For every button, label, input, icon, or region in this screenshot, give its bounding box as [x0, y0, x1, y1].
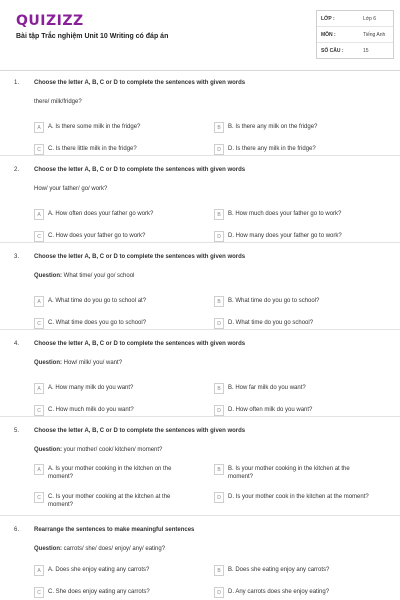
- answer-option-text: B. What time do you go to school?: [228, 298, 320, 304]
- answer-letter-box[interactable]: B: [214, 209, 224, 220]
- worksheet-meta-table: [316, 10, 394, 59]
- question-divider: [0, 242, 400, 243]
- answer-option-b[interactable]: [214, 383, 374, 394]
- question-stem: [34, 273, 134, 279]
- answer-option-a[interactable]: [34, 565, 194, 576]
- answer-option-c[interactable]: [34, 144, 194, 155]
- answer-option-d[interactable]: [214, 492, 374, 503]
- question-instruction: Choose the letter A, B, C or D to complete the sentences with given words: [34, 167, 246, 173]
- question-divider: [0, 416, 400, 417]
- question-stem-text: there/ milk/fridge?: [34, 99, 82, 105]
- answer-option-a[interactable]: [34, 296, 194, 307]
- answer-letter-box[interactable]: D: [214, 144, 224, 155]
- meta-label: LỚP :: [321, 15, 335, 22]
- worksheet-header: [0, 0, 400, 71]
- question-stem-text: How/ your father/ go/ work?: [34, 186, 108, 192]
- answer-option-d[interactable]: [214, 587, 374, 598]
- question-stem-text: What time/ you/ go/ school: [63, 273, 135, 279]
- answer-option-b[interactable]: [214, 209, 374, 220]
- answer-option-text: D. Any carrots does she enjoy eating?: [228, 589, 330, 595]
- question-stem-prefix: Question:: [34, 546, 62, 552]
- answer-option-d[interactable]: [214, 405, 374, 416]
- answer-letter-box[interactable]: A: [34, 296, 44, 307]
- answer-option-text: D. How often milk do you want?: [228, 407, 313, 413]
- answer-option-text: A. How many milk do you want?: [48, 385, 134, 391]
- question-instruction: Choose the letter A, B, C or D to complete the sentences with given words: [34, 80, 246, 86]
- meta-row-question-count: [317, 43, 393, 58]
- worksheet-title: Bài tập Trắc nghiệm Unit 10 Writing có đáp án: [16, 33, 169, 40]
- answer-letter-box[interactable]: B: [214, 565, 224, 576]
- meta-row-class: [317, 11, 393, 27]
- question-number: 3.: [14, 254, 20, 260]
- answer-option-c[interactable]: [34, 405, 194, 416]
- answer-letter-box[interactable]: C: [34, 587, 44, 598]
- question-divider: [0, 329, 400, 330]
- question-stem-text: How/ milk/ you/ want?: [63, 360, 123, 366]
- question-stem: [34, 546, 165, 552]
- question-instruction: Choose the letter A, B, C or D to complete the sentences with given words: [34, 428, 246, 434]
- meta-row-subject: [317, 27, 393, 43]
- answer-option-d[interactable]: [214, 318, 374, 329]
- answer-option-text: B. How far milk do you want?: [228, 385, 306, 391]
- answer-letter-box[interactable]: A: [34, 122, 44, 133]
- answer-letter-box[interactable]: C: [34, 144, 44, 155]
- answer-option-text: A. What time do you go to school at?: [48, 298, 147, 304]
- question-stem-prefix: Question:: [34, 273, 62, 279]
- answer-option-a[interactable]: [34, 383, 194, 394]
- answer-letter-box[interactable]: C: [34, 492, 44, 503]
- answer-option-c[interactable]: [34, 318, 194, 329]
- answer-option-d[interactable]: [214, 231, 374, 242]
- meta-value: 15: [363, 47, 369, 54]
- answer-option-text: C. Is your mother cooking at the kitchen at the moment?: [48, 494, 171, 508]
- answer-letter-box[interactable]: A: [34, 565, 44, 576]
- answer-letter-box[interactable]: A: [34, 383, 44, 394]
- answer-option-text: A. Is your mother cooking in the kitchen on the moment?: [48, 466, 172, 480]
- answer-letter-box[interactable]: D: [214, 492, 224, 503]
- answer-letter-box[interactable]: D: [214, 318, 224, 329]
- answer-option-text: C. What time does you go to school?: [48, 320, 147, 326]
- meta-value: Lớp 6: [363, 15, 377, 22]
- answer-option-text: C. How much milk do you want?: [48, 407, 134, 413]
- question-number: 4.: [14, 341, 20, 347]
- question-number: 2.: [14, 167, 20, 173]
- question-divider: [0, 515, 400, 516]
- question-instruction: Rearrange the sentences to make meaningful sentences: [34, 527, 195, 533]
- answer-option-c[interactable]: [34, 587, 194, 598]
- question-stem: [34, 360, 122, 366]
- answer-option-a[interactable]: [34, 209, 194, 220]
- answer-letter-box[interactable]: C: [34, 231, 44, 242]
- answer-letter-box[interactable]: A: [34, 464, 44, 475]
- answer-option-text: C. She does enjoy eating any carrots?: [48, 589, 150, 595]
- question-number: 1.: [14, 80, 20, 86]
- answer-letter-box[interactable]: B: [214, 383, 224, 394]
- answer-letter-box[interactable]: D: [214, 587, 224, 598]
- answer-option-a[interactable]: [34, 464, 194, 481]
- answer-option-text: A. Does she enjoy eating any carrots?: [48, 567, 150, 573]
- question-stem-text: carrots/ she/ does/ enjoy/ any/ eating?: [63, 546, 166, 552]
- answer-option-text: D. What time do you go school?: [228, 320, 314, 326]
- answer-option-text: D. Is there any milk in the fridge?: [228, 146, 316, 152]
- question-stem-prefix: Question:: [34, 360, 62, 366]
- answer-letter-box[interactable]: C: [34, 405, 44, 416]
- answer-letter-box[interactable]: D: [214, 231, 224, 242]
- answer-option-b[interactable]: [214, 565, 374, 576]
- meta-label: SỐ CÂU :: [321, 47, 344, 54]
- answer-option-text: B. Is there any milk on the fridge?: [228, 124, 318, 130]
- answer-option-c[interactable]: [34, 492, 194, 509]
- question-stem: [34, 186, 107, 192]
- question-instruction: Choose the letter A, B, C or D to complete the sentences with given words: [34, 254, 246, 260]
- answer-option-b[interactable]: [214, 122, 374, 133]
- answer-letter-box[interactable]: C: [34, 318, 44, 329]
- answer-option-c[interactable]: [34, 231, 194, 242]
- answer-option-text: D. How many does your father go to work?: [228, 233, 342, 239]
- answer-option-d[interactable]: [214, 144, 374, 155]
- meta-value: Tiếng Anh: [363, 31, 386, 38]
- answer-letter-box[interactable]: D: [214, 405, 224, 416]
- answer-letter-box[interactable]: B: [214, 122, 224, 133]
- quizizz-logo[interactable]: QUIZIZZ: [16, 13, 84, 29]
- answer-option-text: D. Is your mother cook in the kitchen at the moment?: [228, 494, 369, 500]
- answer-option-text: A. How often does your father go work?: [48, 211, 154, 217]
- meta-label: MÔN :: [321, 31, 336, 38]
- answer-option-text: B. Does she eating enjoy any carrots?: [228, 567, 330, 573]
- answer-option-text: B. Is your mother cooking in the kitchen at the moment?: [228, 466, 350, 480]
- answer-option-text: C. Is there little milk in the fridge?: [48, 146, 137, 152]
- answer-option-text: B. How much does your father go to work?: [228, 211, 342, 217]
- answer-letter-box[interactable]: B: [214, 296, 224, 307]
- question-stem: [34, 99, 82, 105]
- answer-option-b[interactable]: [214, 296, 374, 307]
- question-divider: [0, 155, 400, 156]
- question-number: 5.: [14, 428, 20, 434]
- question-stem: [34, 447, 162, 453]
- question-instruction: Choose the letter A, B, C or D to complete the sentences with given words: [34, 341, 246, 347]
- answer-option-text: C. How does your father go to work?: [48, 233, 146, 239]
- question-stem-text: your mother/ cook/ kitchen/ moment?: [63, 447, 163, 453]
- answer-letter-box[interactable]: B: [214, 464, 224, 475]
- answer-option-b[interactable]: [214, 464, 374, 481]
- answer-option-a[interactable]: [34, 122, 194, 133]
- question-stem-prefix: Question:: [34, 447, 62, 453]
- answer-letter-box[interactable]: A: [34, 209, 44, 220]
- question-number: 6.: [14, 527, 20, 533]
- answer-option-text: A. Is there some milk in the fridge?: [48, 124, 141, 130]
